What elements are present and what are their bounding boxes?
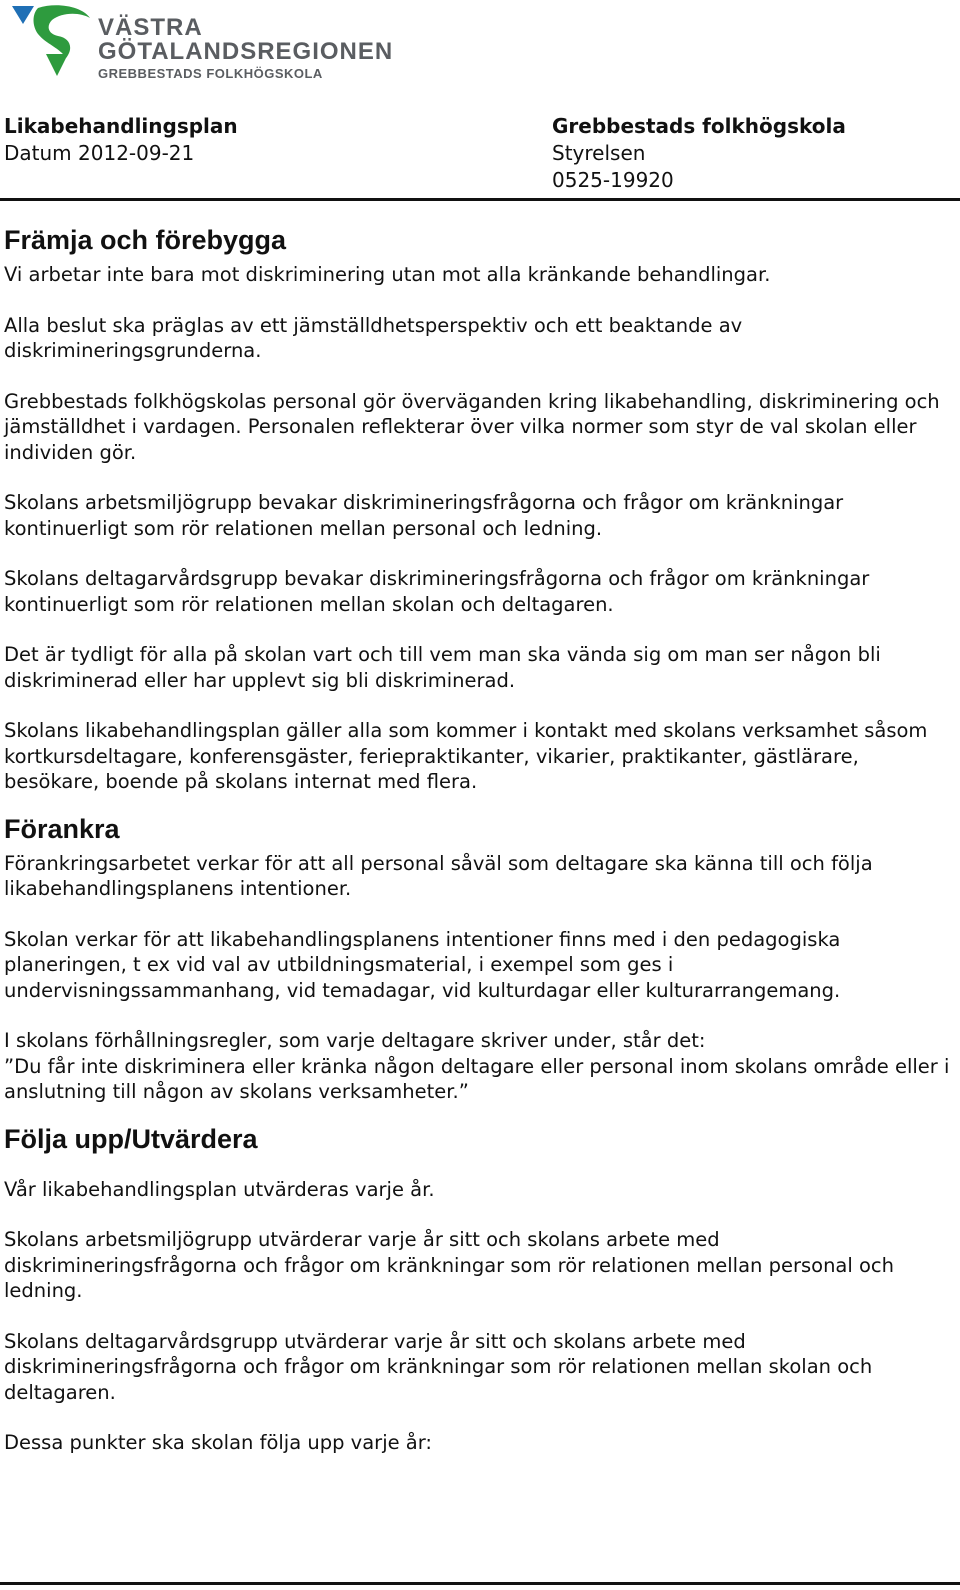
- logo-line-3: GREBBESTADS FOLKHÖGSKOLA: [98, 66, 323, 81]
- header-right: [552, 112, 846, 194]
- quoted-rule: ”Du får inte diskriminera eller kränka någon deltagare eller personal inom skolans område eller i anslutning till någon av skolans verksamheter.”: [4, 1054, 950, 1103]
- paragraph: Skolans deltagarvårdsgrupp utvärderar varje år sitt och skolans arbete med diskrimineringsfrågorna och frågor om kränkningar som rör relationen mellan skolan och deltagaren.: [4, 1329, 873, 1404]
- header-divider: [0, 198, 960, 201]
- footer-divider: [0, 1582, 960, 1585]
- logo-line-2: GÖTALANDSREGIONEN: [98, 38, 394, 65]
- department-name: Styrelsen: [552, 141, 646, 165]
- paragraph: Vi arbetar inte bara mot diskriminering utan mot alla kränkande behandlingar.: [4, 263, 771, 286]
- paragraph: Grebbestads folkhögskolas personal gör överväganden kring likabehandling, diskriminering och jämställdhet i vardagen. Personalen reflekterar över vilka normer som styr de val skolan eller individen gör.: [4, 389, 940, 464]
- paragraph: Skolans deltagarvårdsgrupp bevakar diskrimineringsfrågorna och frågor om kränkningar kontinuerligt som rör relationen mellan skolan och deltagaren.: [4, 567, 870, 616]
- logo-line-1: VÄSTRA: [98, 14, 203, 41]
- paragraph: Förankringsarbetet verkar för att all personal såväl som deltagare ska känna till och följa likabehandlingsplanens intentioner.: [4, 851, 873, 900]
- organization-name: Grebbestads folkhögskola: [552, 114, 846, 138]
- section-heading-framja: Främja och förebygga: [4, 225, 287, 255]
- paragraph: I skolans förhållningsregler, som varje deltagare skriver under, står det:: [4, 1029, 706, 1052]
- section-heading-folja-upp: Följa upp/Utvärdera: [4, 1123, 258, 1154]
- document-date: Datum 2012-09-21: [4, 141, 195, 165]
- header-left: [4, 112, 238, 167]
- paragraph: Skolans arbetsmiljögrupp bevakar diskrimineringsfrågorna och frågor om kränkningar kontinuerligt som rör relationen mellan personal och ledning.: [4, 491, 844, 540]
- paragraph: Alla beslut ska präglas av ett jämställdhetsperspektiv och ett beaktande av diskrimineringsgrunderna.: [4, 313, 743, 362]
- paragraph: Vår likabehandlingsplan utvärderas varje år.: [4, 1177, 435, 1201]
- paragraph: Skolans arbetsmiljögrupp utvärderar varje år sitt och skolans arbete med diskrimineringsfrågorna och frågor om kränkningar som rör relationen mellan personal och ledning.: [4, 1228, 895, 1302]
- document-header: [4, 112, 948, 204]
- phone-number: 0525-19920: [552, 168, 674, 192]
- paragraph: Dessa punkter ska skolan följa upp varje år:: [4, 1431, 433, 1454]
- document-body: [4, 222, 952, 1456]
- section-heading-forankra: Förankra: [4, 813, 120, 844]
- document-title: Likabehandlingsplan: [4, 114, 238, 138]
- paragraph: Skolan verkar för att likabehandlingsplanens intentioner finns med i den pedagogiska planeringen, t ex vid val av utbildningsmaterial, i exempel som ges i undervisningssammanhang, vid temadagar, vid kulturdagar eller kulturarrangemang.: [4, 927, 841, 1002]
- region-emblem-icon: [10, 4, 94, 80]
- organization-logo: [10, 4, 394, 81]
- paragraph: Det är tydligt för alla på skolan vart och till vem man ska vända sig om man ser någon bli diskriminerad eller har upplevt sig bli diskriminerad.: [4, 643, 881, 692]
- paragraph: Skolans likabehandlingsplan gäller alla som kommer i kontakt med skolans verksamhet såsom kortkursdeltagare, konferensgäster, feriepraktikanter, vikarier, praktikanter, gästlärare, besökare, boende på skolans internat med flera.: [4, 719, 928, 793]
